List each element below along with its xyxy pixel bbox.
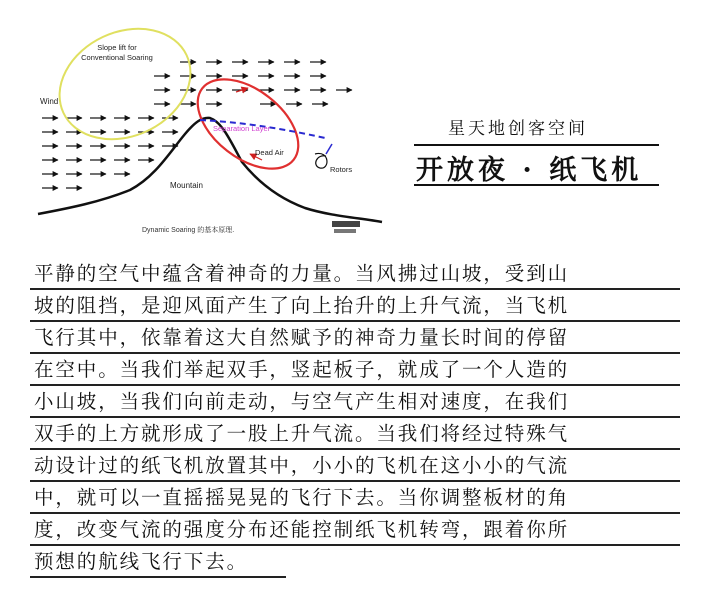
wind-label: Wind — [40, 97, 59, 106]
mountain-label: Mountain — [170, 181, 203, 190]
paragraph — [30, 258, 680, 578]
paragraph-line: 预想的航线飞行下去。 — [30, 546, 286, 578]
paragraph-line: 双手的上方就形成了一股上升气流。当我们将经过特殊气 — [30, 418, 680, 450]
paragraph-line: 动设计过的纸飞机放置其中，小小的飞机在这小小的气流 — [30, 450, 680, 482]
paragraph-line: 平静的空气中蕴含着神奇的力量。当风拂过山坡，受到山 — [30, 258, 680, 290]
diagram-caption: Dynamic Soaring 的基本原理. — [142, 227, 235, 234]
dead-air-label: Dead Air — [255, 148, 284, 157]
paragraph-line: 小山坡，当我们向前走动，与空气产生相对速度，在我们 — [30, 386, 680, 418]
title-rule-top — [414, 144, 659, 146]
org-name: 星天地创客空间 — [448, 119, 588, 139]
paragraph-line: 在空中。当我们举起双手，竖起板子，就成了一个人造的 — [30, 354, 680, 386]
rotors-swirl — [315, 153, 327, 168]
page-title: 开放夜 · 纸飞机 — [416, 155, 643, 186]
title-block — [408, 108, 670, 188]
paragraph-line: 飞行其中，依靠着这大自然赋予的神奇力量长时间的停留 — [30, 322, 680, 354]
paragraph-line: 度，改变气流的强度分布还能控制纸飞机转弯，跟着你所 — [30, 514, 680, 546]
title-rule-bottom — [414, 184, 659, 186]
dynamic-soaring-diagram — [30, 22, 390, 242]
slope-lift-label: Conventional Soaring — [81, 53, 153, 62]
wind-arrows — [42, 62, 352, 188]
paragraph-line: 坡的阻挡，是迎风面产生了向上抬升的上升气流，当飞机 — [30, 290, 680, 322]
publisher-logo — [332, 221, 360, 233]
separation-layer-label: Separation Layer — [213, 124, 271, 133]
paragraph-line: 中，就可以一直摇摇晃晃的飞行下去。当你调整板材的角 — [30, 482, 680, 514]
rotors-label: Rotors — [330, 165, 353, 174]
separation-layer-line — [326, 144, 332, 154]
slope-lift-label: Slope lift for — [97, 43, 137, 52]
